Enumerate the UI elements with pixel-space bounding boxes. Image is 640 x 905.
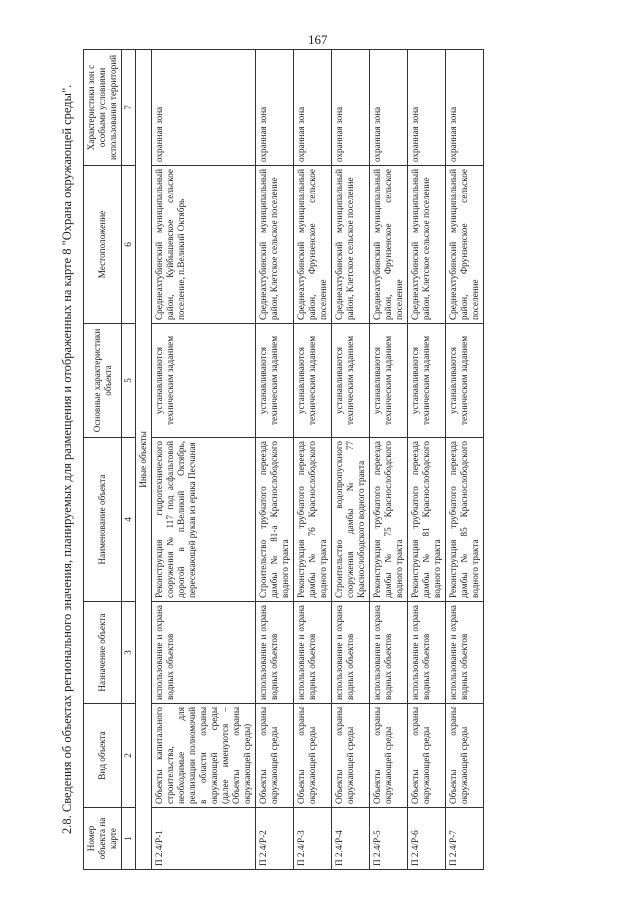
object-location: Среднеахтубинский муниципальный район, Фрунзенское сельское поселение bbox=[446, 166, 484, 324]
object-location: Среднеахтубинский муниципальный район, Клетское сельское поселение bbox=[256, 166, 294, 324]
column-number: 2 bbox=[122, 704, 136, 808]
object-kind: Объекты капитального строительства, необходимые для реализации полномочий в области охраны окружающей среды (далее именуются – Объекты охраны окружающей среды) bbox=[152, 704, 256, 808]
object-name: Реконструкция трубчатого переезда дамбы № 81 Краснослободского водного тракта bbox=[408, 438, 446, 602]
object-location: Среднеахтубинский муниципальный район, Клетское сельское поселение bbox=[408, 166, 446, 324]
column-number: 7 bbox=[122, 50, 136, 166]
table-row bbox=[408, 50, 446, 870]
object-location: Среднеахтубинский муниципальный район, Куйбышевское сельское поселение, п.Великий Октябрь bbox=[152, 166, 256, 324]
object-characteristics: устанавливаются техническим заданием bbox=[152, 324, 256, 438]
zone-characteristics: охранная зона bbox=[294, 50, 332, 166]
object-kind: Объекты охраны окружающей среды bbox=[256, 704, 294, 808]
object-kind: Объекты охраны окружающей среды bbox=[294, 704, 332, 808]
column-number: 3 bbox=[122, 602, 136, 704]
column-header: Номер объекта на карте bbox=[84, 808, 122, 870]
object-name: Реконструкция трубчатого переезда дамбы № 76 Краснослободского водного тракта bbox=[294, 438, 332, 602]
table-row bbox=[294, 50, 332, 870]
object-characteristics: устанавливаются техническим заданием bbox=[256, 324, 294, 438]
object-number: П 2.4/Р-1 bbox=[152, 808, 256, 870]
object-characteristics: устанавливаются техническим заданием bbox=[446, 324, 484, 438]
column-header: Характеристики зон с особыми условиями использования территорий bbox=[84, 50, 122, 166]
object-characteristics: устанавливаются техническим заданием bbox=[294, 324, 332, 438]
object-location: Среднеахтубинский муниципальный район, Клетское сельское поселение bbox=[332, 166, 370, 324]
object-characteristics: устанавливаются техническим заданием bbox=[332, 324, 370, 438]
object-number: П 2.4/Р-3 bbox=[294, 808, 332, 870]
object-characteristics: устанавливаются техническим заданием bbox=[408, 324, 446, 438]
page-number: 167 bbox=[308, 32, 328, 47]
column-header: Основные характеристики объекта bbox=[84, 324, 122, 438]
column-number: 5 bbox=[122, 324, 136, 438]
column-header: Назначение объекта bbox=[84, 602, 122, 704]
table-row bbox=[446, 50, 484, 870]
object-location: Среднеахтубинский муниципальный район, Фрунзенское сельское поселение bbox=[294, 166, 332, 324]
table-row bbox=[256, 50, 294, 870]
column-number: 4 bbox=[122, 438, 136, 602]
object-number: П 2.4/Р-6 bbox=[408, 808, 446, 870]
object-purpose: использование и охрана водных объектов bbox=[294, 602, 332, 704]
column-header: Наименование объекта bbox=[84, 438, 122, 602]
object-purpose: использование и охрана водных объектов bbox=[446, 602, 484, 704]
object-number: П 2.4/Р-5 bbox=[370, 808, 408, 870]
object-kind: Объекты охраны окружающей среды bbox=[408, 704, 446, 808]
column-number-row bbox=[122, 50, 136, 870]
zone-characteristics: охранная зона bbox=[152, 50, 256, 166]
object-purpose: использование и охрана водных объектов bbox=[152, 602, 256, 704]
zone-characteristics: охранная зона bbox=[332, 50, 370, 166]
column-number: 1 bbox=[122, 808, 136, 870]
zone-characteristics: охранная зона bbox=[446, 50, 484, 166]
objects-table bbox=[83, 49, 484, 870]
object-number: П 2.4/Р-2 bbox=[256, 808, 294, 870]
table-row bbox=[152, 50, 256, 870]
object-number: П 2.4/Р-7 bbox=[446, 808, 484, 870]
zone-characteristics: охранная зона bbox=[370, 50, 408, 166]
section-row bbox=[136, 50, 152, 870]
object-purpose: использование и охрана водных объектов bbox=[370, 602, 408, 704]
object-name: Реконструкция трубчатого переезда дамбы № 75 Краснослободского водного тракта bbox=[370, 438, 408, 602]
zone-characteristics: охранная зона bbox=[408, 50, 446, 166]
object-name: Реконструкция трубчатого переезда дамбы № 85 Краснослободского водного тракта bbox=[446, 438, 484, 602]
table-row bbox=[370, 50, 408, 870]
section-title: Иные объекты bbox=[136, 50, 152, 870]
object-purpose: использование и охрана водных объектов bbox=[408, 602, 446, 704]
zone-characteristics: охранная зона bbox=[256, 50, 294, 166]
column-header: Вид объекта bbox=[84, 704, 122, 808]
section-heading: 2.8. Сведения об объектах регионального значения, планируемых для размещения и отображенных на карте 8 "Охрана окружающей среды". bbox=[60, 84, 74, 834]
object-number: П 2.4/Р-4 bbox=[332, 808, 370, 870]
column-number: 6 bbox=[122, 166, 136, 324]
object-location: Среднеахтубинский муниципальный район, Фрунзенское сельское поселение bbox=[370, 166, 408, 324]
column-header: Местоположение bbox=[84, 166, 122, 324]
object-purpose: использование и охрана водных объектов bbox=[256, 602, 294, 704]
object-characteristics: устанавливаются техническим заданием bbox=[370, 324, 408, 438]
table-row bbox=[332, 50, 370, 870]
object-kind: Объекты охраны окружающей среды bbox=[332, 704, 370, 808]
object-name: Строительство водопропускного сооружения дамбы № 77 Краснослободского водного тракта bbox=[332, 438, 370, 602]
table-header-row bbox=[84, 50, 122, 870]
object-name: Строительство трубчатого переезда дамбы № 81-а Краснослободского водного тракта bbox=[256, 438, 294, 602]
object-name: Реконструкция гидротехнического сооружения № 117 под асфальтовой дорогой в п.Великий Октябрь, пересекающей рукав из ерика Песчаная bbox=[152, 438, 256, 602]
object-kind: Объекты охраны окружающей среды bbox=[446, 704, 484, 808]
rotated-page-content bbox=[60, 30, 620, 870]
object-purpose: использование и охрана водных объектов bbox=[332, 602, 370, 704]
object-kind: Объекты охраны окружающей среды bbox=[370, 704, 408, 808]
